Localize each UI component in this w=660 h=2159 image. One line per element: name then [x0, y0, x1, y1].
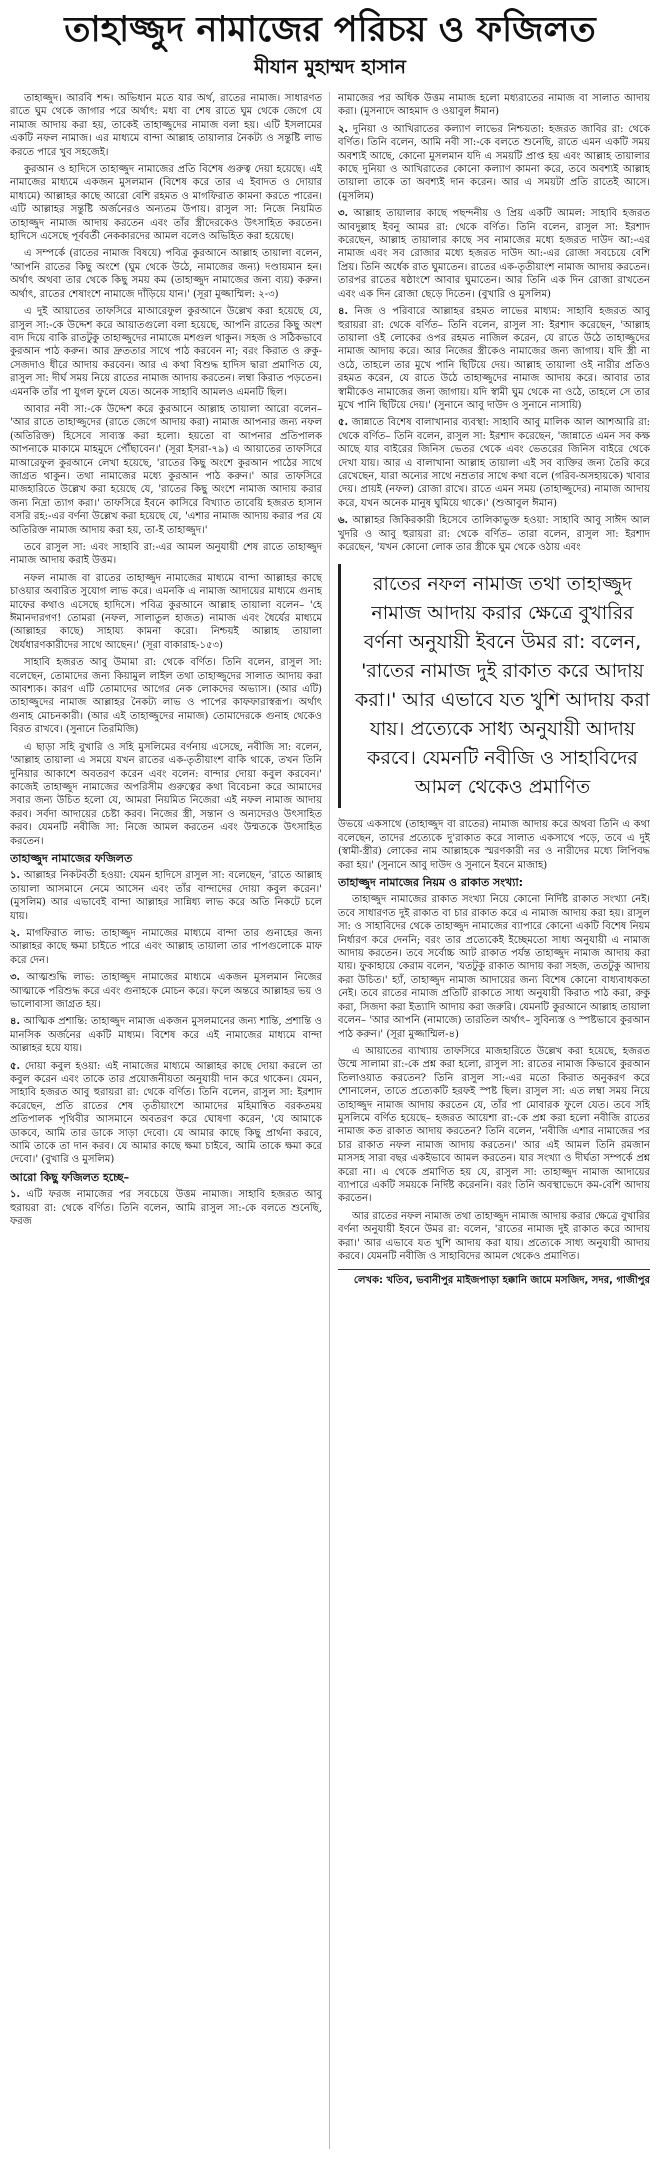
- article-title: তাহাজ্জুদ নামাজের পরিচয় ও ফজিলত: [64, 9, 596, 50]
- section-heading-rules: তাহাজ্জুদ নামাজের নিয়ম ও রাকাত সংখ্যা:: [338, 876, 524, 890]
- item-text: দোয়া কবুল হওয়া: এই নামাজের মাধ্যমে আল্লাহর কাছে দোয়া করলে তা কবুল করেন এবং তাকে তার প্রয়োজনীয়তা অনুযায়ী দান করে থাকেন। যেমন, সাহাবি হজরত আবু হুরায়রা রা: থেকে বর্ণিত। তিনি বলেন, রাসুল সা: ইরশাদ করেছেন, প্রতি রাতের শেষ তৃতীয়াংশে আমাদের মহিমান্বিত বরকতময় প্রতিপালক পৃথিবীর আসমানে অবতরণ করে ঘোষণা করেন, 'যে আমাকে ডাকবে, আমি তার ডাকে সাড়া দেবো। যে আমার কাছে কিছু প্রার্থনা করবে, আমি তাকে তা দান করব। যে আমার কাছে ক্ষমা চাইবে, আমি তাকে ক্ষমা করে দেবো।' (বুখারি ও মুসলিম): [10, 1060, 322, 1166]
- item-number: ৪.: [338, 306, 348, 318]
- item-number: ৫.: [10, 1060, 20, 1072]
- list-item: [10, 1060, 322, 1167]
- list-item: [338, 123, 650, 203]
- paragraph: এ আয়াতের ব্যাখ্যায় তাফসিরে মাজহারিতে উল্লেখ করা হয়েছে, হজরত উম্মে সালামা রা:-কে প্রশ্ন করা হলো, রাসুল সা: রাতের নামাজ কিভাবে কুরআন তিলাওয়াত করতেন? তিনি রাসুল সা:-এর মতো কিরাত অনুকরণ করে শোনালেন, তাতে প্রত্যেকটি হরফই স্পষ্ট ছিল। রাসুল সা: এত লম্বা সময় নিয়ে তাহাজ্জুদ নামাজ আদায় করতেন যে, তাঁর পা মোবারক ফুলে যেত। তবে সহি মুসলিমে বর্ণিত হয়েছে– হজরত আয়েশা রা:-কে প্রশ্ন করা হলো নবীজি রাতের নামাজ কত রাকাত আদায় করতেন? তিনি বলেন, 'নবীজি এশার নামাজের পর চার রাকাত নফল নামাজ আদায় করতেন।' আর এই আমল তিনি রমজান মাসসহ সারা বছর একইভাবে আমল করতেন। যার সংখ্যা ও দীর্ঘতা সম্পর্কে প্রশ্ন করো না। এ থেকে প্রমাণিত হয় যে, রাসুল সা: তাহাজ্জুদ নামাজ আদায়ের ব্যাপারে একটি সময়কে নির্দিষ্ট করেননি। বরং তিনি অবস্থাভেদে কম-বেশি আদায় করতেন।: [338, 1045, 650, 1205]
- item-text: জান্নাতে বিশেষ বালাখানার ব্যবস্থা: সাহাবি আবু মালিক আল আশআরি রা: থেকে বর্ণিত– তিনি বলেন, রাসুল সা: ইরশাদ করেছেন, 'জান্নাতে এমন সব কক্ষ আছে যার বাইরের জিনিস ভেতর থেকে এবং ভেতরের জিনিস বাইরে থেকে দেখা যায়। আর এ বালাখানা আল্লাহ তায়ালা এই সব ব্যক্তির জন্য তৈরি করে রেখেছেন, যারা অন্যের সাথে নম্রতার সাথে কথা বলে (গরিব-অসহায়কে) খাবার দেয়। প্রায়ই (নফল) রোজা রাখে। রাতে এমন সময় (তাহাজ্জুদের) নামাজ আদায় করে, যখন অনেক মানুষ ঘুমিয়ে থাকে।' (শুআবুল ঈমান): [338, 417, 650, 509]
- section-heading-more: আরো কিছু ফজিলত হচ্ছে–: [10, 1170, 130, 1184]
- pull-quote: রাতের নফল নামাজ তথা তাহাজ্জুদ নামাজ আদায় করার ক্ষেত্রে বুখারির বর্ণনা অনুযায়ী ইবনে উমর রা: বলেন, 'রাতের নামাজ দুই রাকাত করে আদায় করা।' আর এভাবে যত খুশি আদায় করা যায়। প্রত্যেকে সাধ্য অনুযায়ী আদায় করবে। যেমনটি নবীজি ও সাহাবিদের আমল থেকেও প্রমাণিত: [338, 564, 650, 808]
- item-number: ২.: [10, 927, 20, 939]
- item-number: ৩.: [10, 972, 20, 984]
- paragraph: আর রাতের নফল নামাজ তথা তাহাজ্জুদ নামাজ আদায় করার ক্ষেত্রে বুখারির বর্ণনা অনুযায়ী ইবনে উমর রা: বলেন, 'রাতের নামাজ দুই রাকাত করে আদায় করা।' আর এভাবে যত খুশি আদায় করা যায়। প্রত্যেকে সাধ্য অনুযায়ী আদায় করবে। যেমনটি নবীজি ও সাহাবিদের আমল থেকেও প্রমাণিত।: [338, 1210, 650, 1262]
- item-number: ১.: [10, 1189, 20, 1201]
- list-item: [338, 514, 650, 554]
- item-number: ৪.: [10, 1016, 20, 1028]
- continued-paragraph: নামাজের পর অধিক উত্তম নামাজ হলো মধ্যরাতের নামাজ বা সালাত আদায় করা। (মুসনাদে আহমাদ ও ওয়াবুল ঈমান): [338, 93, 650, 118]
- list-item: [338, 305, 650, 412]
- item-text: দুনিয়া ও আখিরাতের কল্যাণ লাভের নিশ্চয়তা: হজরত জাবির রা: থেকে বর্ণিত। তিনি বলেন, আমি নবী সা:-কে বলতে শুনেছি, রাতে এমন একটি সময় অবশ্যই আছে, কোনো মুসলমান যদি এ সময়টি প্রাপ্ত হয় এবং আল্লাহ তায়ালার কাছে দুনিয়া ও আখিরাতের কোনো কল্যাণ কামনা করে, তবে অবশ্যই আল্লাহ তায়ালা তাকে তা অবশ্যই দান করেন। আর এ সময়টা প্রতি রাতেই আসে। (মুসলিম): [338, 123, 650, 202]
- section-heading-fazilat: তাহাজ্জুদ নামাজের ফজিলত: [10, 851, 133, 865]
- paragraph: এ দুই আয়াতের তাফসিরে মাআরেফুল কুরআনে উল্লেখ করা হয়েছে যে, রাসুল সা:-কে উদ্দেশ করে আয়াতগুলো বলা হয়েছে, আপনি রাতের কিছু অংশ বাদ দিয়ে বাকি রাতটুকু তাহাজ্জুদের নামাজে মশগুল থাকুন। সহজ ও সঠিকভাবে কুরআন পাঠ করুন। আর দ্রুততার সাথে পাঠ করবেন না; বরং কিরাত ও রুকু-সেজদাও ধীরে আদায় করবেন। আর এ কথা বিশুদ্ধ হাদিস দ্বারা প্রমাণিত যে, রাসুল সা: দীর্ঘ সময় নিয়ে রাতের নামাজ আদায় করতেন। লম্বা কিরাত পড়তেন। এমনকি তাঁর পা যুগল ফুলে যেত। অনেক সাহাবি আমলও এমনটি ছিল।: [10, 306, 322, 398]
- list-item: [10, 1015, 322, 1055]
- item-text: মাগফিরাত লাভ: তাহাজ্জুদ নামাজের মাধ্যমে বান্দা তার গুনাহের জন্য আল্লাহর কাছে ক্ষমা চাইতে পারে এবং আল্লাহ তায়ালা তার পাপগুলোকে মাফ করে দেন।: [10, 927, 322, 966]
- item-number: ২.: [338, 123, 348, 135]
- article-body: [10, 92, 650, 2149]
- left-column: [10, 92, 322, 2149]
- item-text: আত্মিক প্রশান্তি: তাহাজ্জুদ নামাজ একজন মুসলমানের জন্য শান্তি, প্রশান্তি ও মানসিক অর্জনের একটি মাধ্যম। বিশেষ করে এই নামাজের মাধ্যমে বান্দা আল্লাহর হয়ে যায়।: [10, 1016, 322, 1055]
- list-item: [10, 869, 322, 923]
- list-item: [10, 1188, 322, 1228]
- item-number: ১.: [10, 870, 20, 882]
- item-text: আল্লাহর নিকটবর্তী হওয়া: যেমন হাদিসে রাসুল সা: বলেছেন, 'রাতে আল্লাহ তায়ালা আসমানে নেমে আসেন এবং তাঁর বান্দাদের দোয়া কবুল করেন।' (মুসলিম) আর এভাবেই বান্দা আল্লাহর সান্নিধ্য লাভ করে অতি নিকটে চলে যায়।: [10, 870, 322, 922]
- item-text: আল্লাহর জিকিরকারী হিসেবে তালিকাভুক্ত হওয়া: সাহাবি আবু সাঈদ আল খুদরি ও আবু হুরায়রা রা: থেকে বর্ণিত– তারা বলেন, রাসুল সা: ইরশাদ করেছেন, 'যখন কোনো লোক তার স্ত্রীকে ঘুম থেকে ওঠায় এবং: [338, 515, 650, 553]
- column-divider: [329, 92, 330, 2149]
- list-item: [338, 416, 650, 510]
- list-item: [10, 971, 322, 1011]
- paragraph: তাহাজ্জুদ নামাজের রাকাত সংখ্যা নিয়ে কোনো নির্দিষ্ট রাকাত সংখ্যা নেই। তবে সাধারণত দুই রাকাত বা চার রাকাত করে এ নামাজ আদায় করা হয়। রাসুল সা: ও সাহাবিদের থেকে তাহাজ্জুদ নামাজের ব্যাপারে কোনো একটি বিশেষ নিয়ম নির্ধারণ করে দেননি; বরং তার প্রত্যেকেই ইচ্ছেমতো সাধ্য অনুযায়ী এ নামাজ আদায় করতেন। তবে সর্বোচ্চ আট রাকাত পর্যন্ত তাহাজ্জুদ নামাজ আদায় করা যায়। ফুকাহায়ে কেরাম বলেন, 'যতটুকু রাকাত আদায় করা সহজ, ততটুকু আদায় করা উচিত।' হ্যাঁ, তাহাজ্জুদ নামাজ আদায়ের জন্য বিশেষ কোনো বাধ্যবাধকতা নেই। তবে রাতের নামাজ প্রতিটি রাকাতে সাধ্য অনুযায়ী কিরাত পাঠ করা, রুকু করা, সিজদা করা ইত্যাদি আদায় করা জরুরি। যেমনটি কুরআনে আল্লাহ তায়ালা বলেন– 'আর আপনি (নামাজে) তারতিল অর্থাৎ– সুবিন্যস্ত ও স্পষ্টভাবে কুরআন পাঠ করুন।' (সূরা মুজ্জাম্মিল-৪): [338, 894, 650, 1040]
- item-text: নিজ ও পরিবারে আল্লাহর রহমত লাভের মাধ্যম: সাহাবি হজরত আবু হুরায়রা রা: থেকে বর্ণিত– তিনি বলেন, রাসুল সা: ইরশাদ করেছেন, 'আল্লাহ তায়ালা ওই লোকের ওপর রহমত নাজিল করেন, যে রাতে উঠে তাহাজ্জুদের নামাজ আদায় করে। আর নিজের স্ত্রীকেও নামাজের জন্য জাগায়। যদি স্ত্রী না ওঠে, তাহলে তার মুখে পানি ছিটিয়ে দেয়। আল্লাহ তায়ালা ওই নারীর প্রতিও রহমত করেন, যে রাতে উঠে তাহাজ্জুদের নামাজ আদায় করে। আবার তার স্বামীকেও নামাজের জন্য জাগায়। যদি স্বামী ঘুম থেকে না ওঠে, তাহলে সে তার মুখে পানি ছিটিয়ে দেয়।' (সুনানে আবু দাউদ ও সুনানে নাসায়ি): [338, 306, 650, 411]
- item-text: আত্মশুদ্ধি লাভ: তাহাজ্জুদ নামাজের মাধ্যমে একজন মুসলমান নিজের আত্মাকে পরিশুদ্ধ করে এবং গুনাহকে মোচন করে। ফলে অন্তরে আল্লাহর ভয় ও ভালোবাসা জাগ্রত হয়।: [10, 972, 322, 1010]
- paragraph: এ ছাড়া সহি বুখারি ও সহি মুসলিমের বর্ণনায় এসেছে, নবীজি সা: বলেন, 'আল্লাহ তায়ালা এ সময়ে যখন রাতের এক-তৃতীয়াংশ বাকি থাকে, তখন তিনি দুনিয়ার আকাশে অবতরণ করেন এবং বলেন: বান্দার দোয়া কবুল করবেন।' কাজেই তাহাজ্জুদ নামাজের অপরিসীম গুরুত্বের কথা বিবেচনা করে আমাদের সবার জন্য উচিত হলো যে, আমরা নিয়মিত নিজেরা এই নফল নামাজ আদায় করব। সর্বদা আদায়ের চেষ্টা করব। নিজের স্ত্রী, সন্তান ও অন্যদেরও উৎসাহিত করব। যেমনটি নবীজি সা: নিজে আমল করতেন এবং উম্মতকে উৎসাহিত করতেন।: [10, 741, 322, 847]
- paragraph: সাহাবি হজরত আবু উমামা রা: থেকে বর্ণিত। তিনি বলেন, রাসুল সা: বলেছেন, তোমাদের জন্য কিয়ামুল লাইল তথা তাহাজ্জুদের সালাত আদায় করা আবশ্যক। কারণ এটি তোমাদের আগের নেক লোকদের অভ্যাস। (আর এটি) তাহাজ্জুদের নামাজ আল্লাহর নৈকট্য লাভ ও পাপের কাফফারাস্বরূপ। অর্থাৎ গুনাহ মোচনকারী। (আর এই তাহাজ্জুদের নামাজ) তোমাদেরকে গুনাহ থেকেও বিরত রাখবে। (সুনানে তিরমিজি): [10, 657, 322, 736]
- item-number: ৬.: [338, 515, 348, 527]
- paragraph: এ সম্পর্কে (রাতের নামাজ বিষয়ে) পবিত্র কুরআনে আল্লাহ তায়ালা বলেন, 'আপনি রাতের কিছু অংশে (ঘুম থেকে উঠে, নামাজের জন্য) দণ্ডায়মান হন। অর্থাৎ অথবা তার থেকে কিছু সময় কম (তাহাজ্জুদ নামাজের জন্য ব্যয়) করুন। অর্থাৎ, রাতের শেষাংশে নামাজে দাঁড়িয়ে যান।' (সূরা মুজ্জাম্মিল: ২-৩): [10, 248, 322, 300]
- item-text: আল্লাহ তায়ালার কাছে পছন্দনীয় ও প্রিয় একটি আমল: সাহাবি হজরত আবদুল্লাহ ইবনু আমর রা: থেকে বর্ণিত। তিনি বলেন, রাসুল সা: ইরশাদ করেছেন, আল্লাহ তায়ালার কাছে সব নামাজের মধ্যে হজরত দাউদ আ:-এর নামাজ এবং সব রোজার মধ্যে হজরত দাউদ আ:-এর রোজা সবচেয়ে বেশি প্রিয়। তিনি অর্ধেক রাত ঘুমাতেন। রাতের এক-তৃতীয়াংশ নামাজ আদায় করতেন। তারপর রাতের ষষ্ঠাংশে আবার ঘুমাতেন। আর তিনি এক দিন রোজা রাখতেন এবং এক দিন রোজা ছেড়ে দিতেন। (বুখারি ও মুসলিম): [338, 208, 650, 300]
- item-number: ৩.: [338, 208, 348, 220]
- intro-paragraph: তাহাজ্জুদ। আরবি শব্দ। অভিধান মতে যার অর্থ, রাতের নামাজ। সাধারণত রাতে ঘুম থেকে জাগার পরে অর্থাৎ: মধ্য বা শেষ রাতে ঘুম থেকে জেগে যে নামাজ আদায় করা হয়, তাকেই তাহাজ্জুদের নামাজ বলা হয়। এটি ইসলামের একটি নফল নামাজ। এর মাধ্যমে বান্দা আল্লাহ তায়ালার নৈকট্য ও সন্তুষ্টি লাভ করতে পারে খুব সহজেই।: [10, 93, 322, 158]
- list-item: [338, 207, 650, 301]
- item-text: এটি ফরজ নামাজের পর সবচেয়ে উত্তম নামাজ। সাহাবি হজরত আবু হুরায়রা রা: থেকে বর্ণিত। তিনি বলেন, আমি রাসুল সা:-কে বলতে শুনেছি, ফরজ: [10, 1189, 322, 1228]
- paragraph: কুরআন ও হাদিসে তাহাজ্জুদ নামাজের প্রতি বিশেষ গুরুত্ব দেয়া হয়েছে। এই নামাজের মাধ্যমে একজন মুসলমান (বিশেষ করে তার এ ইবাদত ও দোয়ার মাধ্যমে) আল্লাহর কাছে আরো বেশি রহমত ও মাগফিরাত কামনা করতে পারেন। এটি আল্লাহর সন্তুষ্টি অর্জনেরও অন্যতম উপায়। রাসুল সা: নিজে নিয়মিত তাহাজ্জুদ নামাজ আদায় করতেন এবং তাঁর স্ত্রীদেরকেও উৎসাহিত করতেন। হাদিসে এসেছে পূর্ববর্তী নেককারদের আমল বলেও অভিহিত করা হয়েছে।: [10, 164, 322, 243]
- list-item: [10, 927, 322, 967]
- paragraph: উভয়ে একসাথে (তাহাজ্জুদ বা রাতের) নামাজ আদায় করে অথবা তিনি এ কথা বলেছেন, তাদের প্রত্যেকে দু'রাকাত করে সালাত একসাথে পড়ে, তবে এ দুই (স্বামী-স্ত্রীর) লোকের নাম আল্লাহকে স্মরণকারী নর ও নারীদের মধ্যে লিপিবদ্ধ করা হয়।' (সুনানে আবু দাউদ ও সুনানে ইবনে মাজাহ): [338, 819, 650, 871]
- right-column: [338, 92, 650, 2149]
- paragraph: তবে রাসুল সা: এবং সাহাবি রা:-এর আমল অনুযায়ী শেষ রাতে তাহাজ্জুদ নামাজ আদায় করাই উত্তম।: [10, 542, 322, 567]
- item-number: ৫.: [338, 417, 348, 429]
- author-byline: মীযান মুহাম্মদ হাসান: [253, 56, 407, 78]
- author-credit: লেখক: খতিব, ভবানীপুর মাইজপাড়া হক্কানি জামে মসজিদ, সদর, গাজীপুর: [338, 1269, 650, 1287]
- paragraph: নফল নামাজ বা রাতের তাহাজ্জুদ নামাজের মাধ্যমে বান্দা আল্লাহর কাছে চাওয়ার অবারিত সুযোগ লাভ করে। এমনকি এ নামাজ আদায়ের মাধ্যমে গুনাহ মাফের কথাও এসেছে হাদিসে। পবিত্র কুরআনে আল্লাহ তায়ালা বলেন– 'হে ঈমানদারগণ! তোমরা (নফল, সালাতুল হাজত) নামাজ এবং ধৈর্যের মাধ্যমে (আল্লাহর কাছে) সাহায্য কামনা করো। নিশ্চয়ই আল্লাহ তায়ালা ধৈর্যধারণকারীদের সাথে আছেন।' (সূরা বাকারাহ-১৫৩): [10, 572, 322, 651]
- paragraph: আবার নবী সা:-কে উদ্দেশ করে কুরআনে আল্লাহ তায়ালা আরো বলেন– 'আর রাতে তাহাজ্জুদের (রাতে জেগে আদায় করা) নামাজ আপনার জন্য নফল (অতিরিক্ত) হিসেবে সাব্যস্ত করা হলো। হয়তো বা আপনার প্রতিপালক আপনাকে মাকামে মাহমুদে পৌঁছাবেন।' (সূরা ইসরা-৭৯) এ আয়াতের তাফসিরে মাআরেফুল কুরআনে লেখা হয়েছে, 'রাতের কিছু অংশে কুরআন পাঠের সাথে জাগ্রত থাকুন। তথা নামাজের মধ্যে কুরআন পাঠ করুন।' আর তাফসিরে মাজহারিতে উল্লেখ করা হয়েছে যে, 'রাতের কিছু অংশে নামাজ আদায় করার জন্য নিদ্রা ত্যাগ করা।' তাফসিরে ইবনে কাসিরে বিখ্যাত তাবেয়ি হজরত হাসান বসরি রহ:-এর বর্ণনা উল্লেখ করা হয়েছে যে, 'এশার নামাজ আদায় করার পর যে অতিরিক্ত নামাজ আদায় করা হয়, তা-ই তাহাজ্জুদ।': [10, 403, 322, 536]
